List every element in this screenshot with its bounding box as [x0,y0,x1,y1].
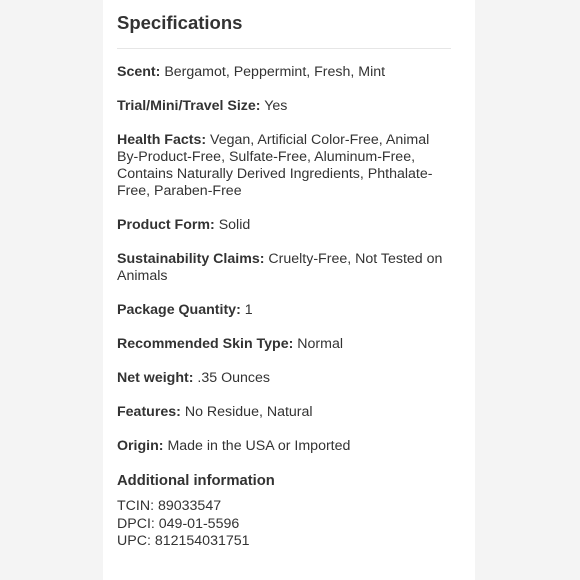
spec-value: Vegan, Artificial Color-Free, Animal By-Product-Free, Sulfate-Free, Aluminum-Free, Contains Naturally Derived Ingredients, Phthalate-Free, Paraben-Free [117,132,433,199]
spec-label: Origin: [117,438,164,454]
dpci-line: DPCI: 049-01-5596 [117,515,240,532]
spec-value: Bergamot, Peppermint, Fresh, Mint [164,64,386,80]
spec-value: Normal [297,336,344,352]
spec-value: .35 Ounces [197,370,270,386]
spec-net-weight [117,370,451,387]
upc-line: UPC: 812154031751 [117,533,250,549]
spec-value: No Residue, Natural [184,404,313,420]
spec-label: Net weight: [117,370,194,386]
spec-label: Scent: [117,64,161,80]
spec-label: Recommended Skin Type: [117,336,294,352]
spec-product-form [117,217,451,234]
spec-value: Solid [218,217,251,233]
spec-value: Cruelty-Free, Not Tested on Animals [117,251,443,284]
spec-value: 1 [244,302,253,318]
spec-sustainability-claims [117,251,451,285]
spec-value: Made in the USA or Imported [167,438,351,454]
specifications-content [117,0,451,551]
spec-label: Features: [117,404,181,420]
spec-value: Yes [264,98,288,114]
spec-label: Product Form: [117,217,215,233]
spec-label: Package Quantity: [117,302,241,318]
spec-travel-size [117,98,451,115]
spec-label: Health Facts: [117,132,207,148]
spec-health-facts [117,132,451,200]
additional-information-title: Additional information [117,473,275,489]
section-divider [117,48,451,49]
tcin-line: TCIN: 89033547 [117,498,222,514]
spec-label: Trial/Mini/Travel Size: [117,98,261,114]
spec-scent [117,64,451,81]
spec-origin [117,438,451,455]
specifications-panel [103,0,475,580]
spec-features [117,404,451,421]
spec-package-quantity [117,302,451,319]
spec-label: Sustainability Claims: [117,251,265,267]
spec-skin-type [117,336,451,353]
specifications-title: Specifications [117,12,243,33]
